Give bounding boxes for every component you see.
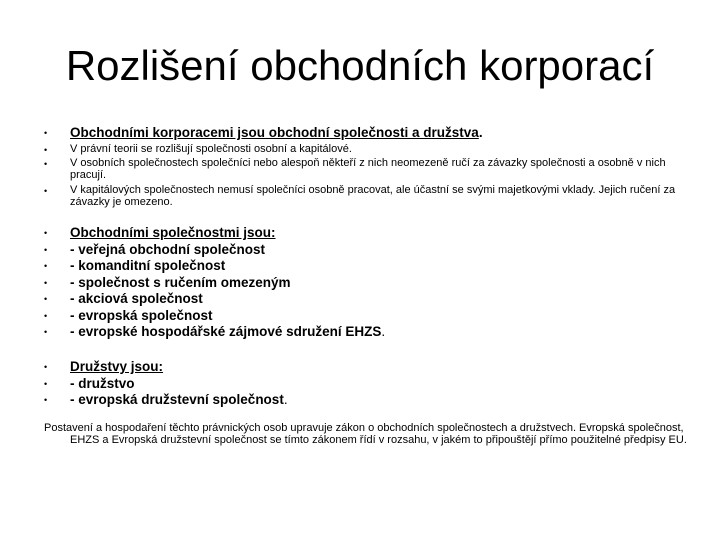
list-item-text: - evropské hospodářské zájmové sdružení EHZS. <box>70 324 386 339</box>
page-title: Rozlišení obchodních korporací <box>65 42 655 89</box>
bullet: • <box>44 128 48 138</box>
list-item-text: - veřejná obchodní společnost <box>70 242 266 257</box>
bullet: • <box>44 362 48 372</box>
bullet: • <box>44 294 48 304</box>
list-item-text: V osobních společnostech společníci nebo alespoň někteří z nich neomezeně ručí za závazky společnosti a osobně v nich pracují. <box>70 157 666 181</box>
footer-note: Postavení a hospodaření těchto právnických osob upravuje zákon o obchodních společnostech a družstvech. Evropská společnost, EHZS a Evropská družstevní společnost se tímto zákonem řídí v rozsahu, v jakém to připouštějí přímo použitelné předpisy EU. <box>44 422 687 446</box>
list-item-text: - akciová společnost <box>70 291 203 306</box>
bullet: • <box>44 159 48 169</box>
bullet: • <box>44 395 48 405</box>
section1-heading: Obchodními korporacemi jsou obchodní společnosti a družstva. <box>70 125 483 140</box>
section3-heading: Družstvy jsou: <box>70 359 164 374</box>
list-item-text: V právní teorii se rozlišují společnosti osobní a kapitálové. <box>70 143 352 155</box>
bullet: • <box>44 245 48 255</box>
list-item-text: - družstvo <box>70 376 135 391</box>
list-item-text: - evropská družstevní společnost. <box>70 392 288 407</box>
bullet: • <box>44 311 48 321</box>
bullet: • <box>44 186 48 196</box>
list-item-text: - evropská společnost <box>70 308 213 323</box>
list-item-text: - společnost s ručením omezeným <box>70 275 291 290</box>
list-item-text: - komanditní společnost <box>70 258 226 273</box>
bullet: • <box>44 379 48 389</box>
bullet: • <box>44 261 48 271</box>
bullet: • <box>44 228 48 238</box>
list-item-text: V kapitálových společnostech nemusí společníci osobně pracovat, ale účastní se svými majetkovými vklady. Jejich ručení za závazky je omezeno. <box>70 184 676 208</box>
bullet: • <box>44 145 48 155</box>
section2-heading: Obchodními společnostmi jsou: <box>70 225 276 240</box>
bullet: • <box>44 278 48 288</box>
bullet: • <box>44 327 48 337</box>
